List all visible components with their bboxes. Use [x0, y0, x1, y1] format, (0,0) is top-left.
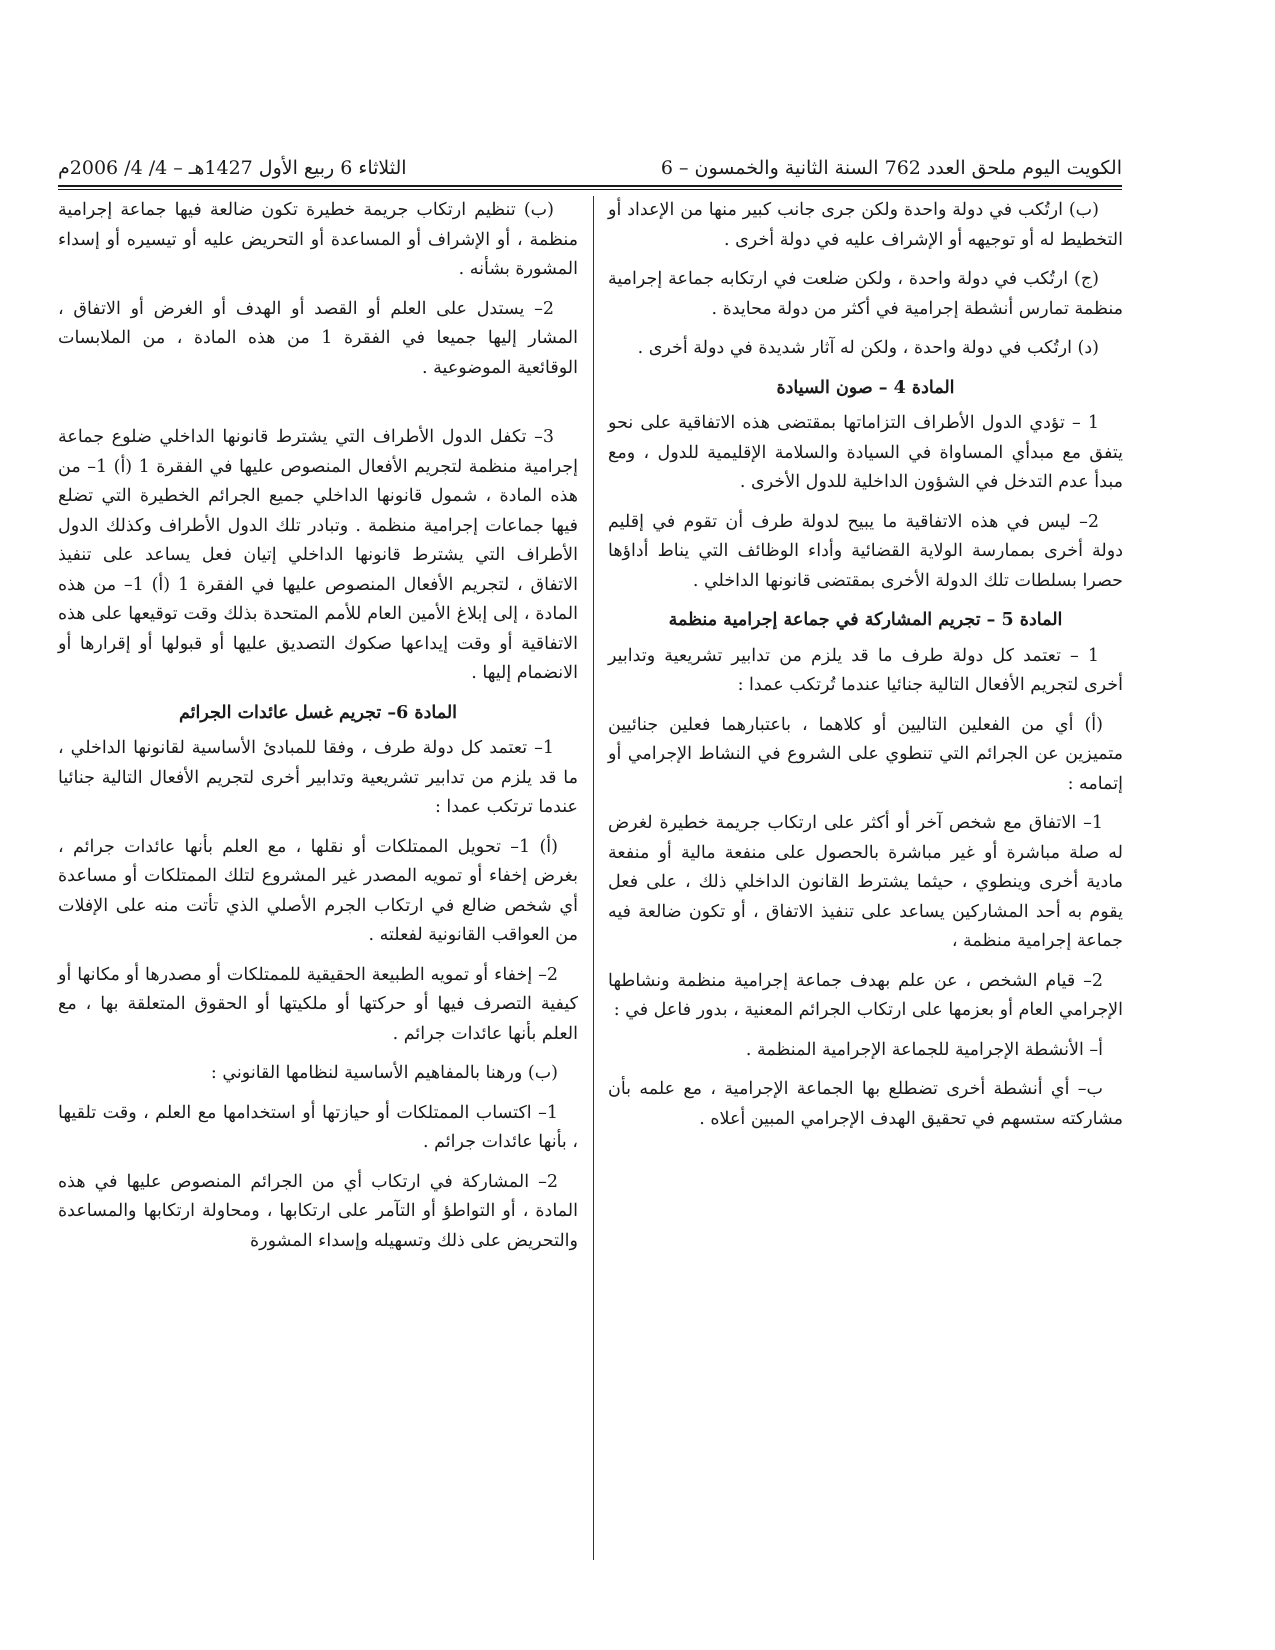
- paragraph: (د) ارتُكب في دولة واحدة ، ولكن له آثار شديدة في دولة أخرى .: [637, 338, 1099, 358]
- paragraph: 2– إخفاء أو تمويه الطبيعة الحقيقية للممتلكات أو مصدرها أو مكانها أو كيفية التصرف فيها أو حركتها أو ملكيتها أو الحقوق المتعلقة بها ، مع العلم بأنها عائدات جرائم .: [58, 964, 578, 1044]
- paragraph: 2– ليس في هذه الاتفاقية ما يبيح لدولة طرف أن تقوم في إقليم دولة أخرى بممارسة الولاية القضائية وأداء الوظائف التي يناط أداؤها حصرا بسلطات تلك الدولة الأخرى بمقتضى قانونها الداخلي .: [608, 511, 1123, 591]
- paragraph: 1– اكتساب الممتلكات أو حيازتها أو استخدامها مع العلم ، وقت تلقيها ، بأنها عائدات جرائم .: [58, 1102, 578, 1152]
- paragraph: (ج) ارتُكب في دولة واحدة ، ولكن ضلعت في ارتكابه جماعة إجرامية منظمة تمارس أنشطة إجرامية في أكثر من دولة محايدة .: [608, 269, 1123, 319]
- paragraph: (ب) تنظيم ارتكاب جريمة خطيرة تكون ضالعة فيها جماعة إجرامية منظمة ، أو الإشراف أو المساعدة أو التحريض عليه أو تيسيره أو إسداء المشورة بشأنه .: [58, 200, 578, 279]
- paragraph: (أ) أي من الفعلين التاليين أو كلاهما ، باعتبارهما فعلين جنائيين متميزين عن الجرائم التي تنطوي على الشروع في النشاط الإجرامي أو إتمامه :: [608, 714, 1123, 794]
- header-rule: [58, 185, 1122, 187]
- paragraph: ب– أي أنشطة أخرى تضطلع بها الجماعة الإجرامية ، مع علمه بأن مشاركته ستسهم في تحقيق الهدف الإجرامي المبين أعلاه .: [608, 1079, 1123, 1129]
- paragraph: (ب) ارتُكب في دولة واحدة ولكن جرى جانب كبير منها من الإعداد أو التخطيط له أو توجيهه أو الإشراف عليه في دولة أخرى .: [608, 200, 1123, 250]
- paragraph: (أ) 1– تحويل الممتلكات أو نقلها ، مع العلم بأنها عائدات جرائم ، بغرض إخفاء أو تمويه المصدر غير المشروع لتلك الممتلكات أو مساعدة أي شخص ضالع في ارتكاب الجرم الأصلي الذي تأتت منه على الإفلات من العواقب القانونية لفعلته .: [58, 836, 578, 945]
- paragraph: 1 – تعتمد كل دولة طرف ما قد يلزم من تدابير تشريعية وتدابير أخرى لتجريم الأفعال التالية جنائيا عندما تُرتكب عمدا :: [608, 645, 1123, 695]
- paragraph: 1 – تؤدي الدول الأطراف التزاماتها بمقتضى هذه الاتفاقية على نحو يتفق مع مبدأي المساواة في السيادة والسلامة الإقليمية للدول ، ومع مبدأ عدم التدخل في الشؤون الداخلية للدول الأخرى .: [608, 413, 1123, 492]
- header-rule-thin: [58, 189, 1122, 190]
- paragraph: 1– الاتفاق مع شخص آخر أو أكثر على ارتكاب جريمة خطيرة لغرض له صلة مباشرة أو غير مباشرة بالحصول على منفعة مالية أو منفعة مادية أخرى وينطوي ، حيثما يشترط القانون الداخلي ذلك ، على فعل يقوم به أحد المشاركين يساعد على تنفيذ الاتفاق ، أو تكون ضالعة فيه جماعة إجرامية منظمة ،: [608, 813, 1123, 951]
- paragraph: 2– المشاركة في ارتكاب أي من الجرائم المنصوص عليها في هذه المادة ، أو التواطؤ أو التآمر على ارتكابها ، ومحاولة ارتكابها والمساعدة والتحريض على ذلك وتسهيله وإسداء المشورة: [58, 1171, 578, 1251]
- spacer: [58, 393, 578, 423]
- paragraph: (ب) ورهنا بالمفاهيم الأساسية لنظامها القانوني :: [210, 1063, 558, 1083]
- right-column: [608, 196, 1123, 1144]
- left-column: [58, 196, 578, 1266]
- header-date: الثلاثاء 6 ربيع الأول 1427هـ – 4/ 4/ 2006م: [58, 157, 407, 179]
- article-5-heading: المادة 5 – تجريم المشاركة في جماعة إجرامية منظمة: [668, 610, 1063, 630]
- paragraph: أ– الأنشطة الإجرامية للجماعة الإجرامية المنظمة .: [745, 1039, 1103, 1060]
- article-6-heading: المادة 6– تجريم غسل عائدات الجرائم: [178, 702, 458, 723]
- paragraph: 3– تكفل الدول الأطراف التي يشترط قانونها الداخلي ضلوع جماعة إجرامية منظمة لتجريم الأفعال المنصوص عليها في الفقرة 1 (أ) 1– من هذه المادة ، شمول قانونها الداخلي جميع الجرائم الخطيرة التي تضلع فيها جماعات إجرامية منظمة . وتبادر تلك الدول الأطراف وكذلك الدول الأطراف التي يشترط قانونها الداخلي إتيان فعل يساعد على تنفيذ الاتفاق ، لتجريم الأفعال المنصوص عليها في الفقرة 1 (أ) 1– من هذه المادة ، إلى إبلاغ الأمين العام للأمم المتحدة بذلك وقت توقيعها على هذه الاتفاقية أو وقت إيداعها صكوك التصديق عليها أو قبولها أو إقرارها أو الانضمام إليها .: [58, 427, 578, 683]
- paragraph: 2– قيام الشخص ، عن علم بهدف جماعة إجرامية منظمة ونشاطها الإجرامي العام أو بعزمها على ارتكاب الجرائم المعنية ، بدور فاعل في :: [608, 970, 1123, 1020]
- article-4-heading: المادة 4 – صون السيادة: [776, 377, 955, 398]
- paragraph: 2– يستدل على العلم أو القصد أو الهدف أو الغرض أو الاتفاق ، المشار إليها جميعا في الفقرة 1 من هذه المادة ، من الملابسات الوقائعية الموضوعية .: [58, 298, 578, 378]
- page-header: [58, 153, 1122, 183]
- column-divider: [593, 196, 594, 1560]
- header-publication: الكويت اليوم ملحق العدد 762 السنة الثانية والخمسون – 6: [660, 157, 1122, 179]
- paragraph: 1– تعتمد كل دولة طرف ، وفقا للمبادئ الأساسية لقانونها الداخلي ، ما قد يلزم من تدابير تشريعية وتدابير أخرى لتجريم الأفعال التالية جنائيا عندما ترتكب عمدا :: [58, 738, 578, 817]
